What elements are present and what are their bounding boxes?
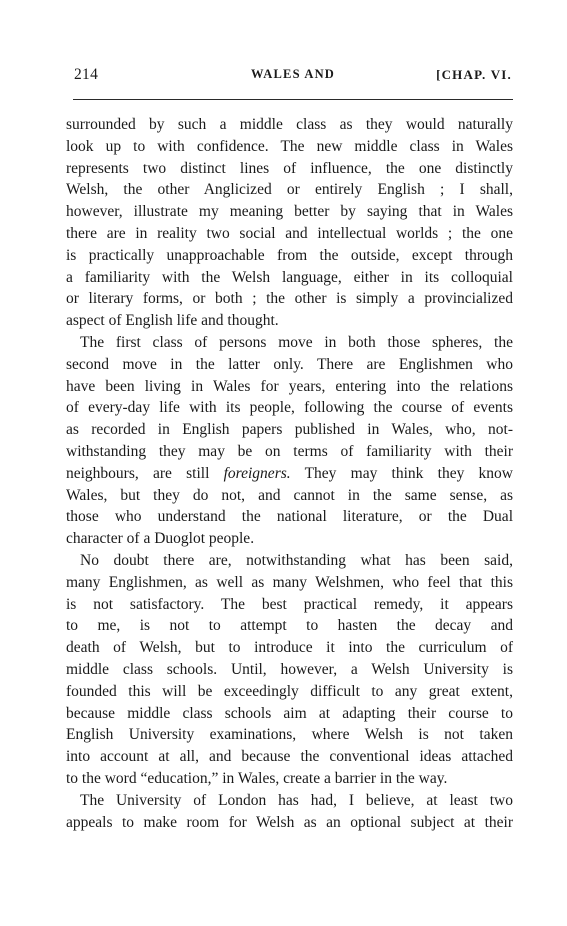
running-head: WALES AND <box>250 67 336 81</box>
text-line: withstanding they may be on terms of familiarity with their <box>66 442 513 460</box>
text-line: aspect of English life and thought. <box>66 312 279 330</box>
text-line: character of a Duoglot people. <box>66 530 255 548</box>
text-line: into account at all, and because the conventional ideas attached <box>66 748 513 766</box>
text-line: English University examinations, where Welsh is not taken <box>66 726 513 744</box>
text-line: surrounded by such a middle class as they would naturally <box>66 116 513 133</box>
paragraph-1 <box>66 114 513 332</box>
text-line: as recorded in English papers published in Wales, who, not- <box>66 421 513 439</box>
text-line: to me, is not to attempt to hasten the decay and <box>66 617 513 635</box>
text-line: those who understand the national literature, or the Dual <box>66 508 513 526</box>
text-fragment: They may think they know <box>290 464 513 482</box>
text-line: have been living in Wales for years, entering into the relations <box>66 377 513 395</box>
text-line: to the word “education,” in Wales, create a barrier in the way. <box>66 769 448 787</box>
page-number: 214 <box>74 66 99 83</box>
paragraph-4 <box>66 790 513 834</box>
text-line: of every-day life with its people, following the course of events <box>66 399 513 417</box>
text-line: Wales, but they do not, and cannot in the same sense, as <box>66 486 513 504</box>
text-line: The first class of persons move in both those spheres, the <box>80 333 513 351</box>
text-line: is practically unapproachable from the outside, except through <box>66 246 513 264</box>
text-line: The University of London has had, I believe, at least two <box>80 791 513 809</box>
text-fragment: neighbours, are still <box>66 464 224 482</box>
text-line: appeals to make room for Welsh as an optional subject at their <box>66 813 513 831</box>
text-line: many Englishmen, as well as many Welshmen, who feel that this <box>66 573 513 591</box>
page-header <box>74 66 512 88</box>
text-line: second move in the latter only. There are Englishmen who <box>66 355 513 373</box>
italic-word: foreigners. <box>223 464 291 482</box>
text-line: Welsh, the other Anglicized or entirely English ; I shall, <box>66 181 513 199</box>
chapter-reference: [CHAP. VI. <box>436 67 512 82</box>
text-line: founded this will be exceedingly difficult to any great extent, <box>66 682 513 700</box>
text-line: is not satisfactory. The best practical remedy, it appears <box>66 595 513 613</box>
header-rule <box>73 99 513 100</box>
paragraph-2 <box>66 332 513 550</box>
text-line: a familiarity with the Welsh language, either in its colloquial <box>66 268 513 286</box>
text-line: middle class schools. Until, however, a Welsh University is <box>66 660 513 678</box>
text-line: however, illustrate my meaning better by saying that in Wales <box>66 203 513 221</box>
body-text <box>66 114 513 833</box>
text-line: or literary forms, or both ; the other is simply a provincialized <box>66 290 513 308</box>
paragraph-3 <box>66 550 513 790</box>
text-line: death of Welsh, but to introduce it into the curriculum of <box>66 639 513 657</box>
text-line-with-italic <box>66 463 513 485</box>
text-line: because middle class schools aim at adapting their course to <box>66 704 513 722</box>
text-line: No doubt there are, notwithstanding what has been said, <box>80 551 513 569</box>
text-line: look up to with confidence. The new middle class in Wales <box>66 137 513 155</box>
text-line: represents two distinct lines of influence, the one distinctly <box>66 159 513 177</box>
text-line: there are in reality two social and intellectual worlds ; the one <box>66 224 513 242</box>
